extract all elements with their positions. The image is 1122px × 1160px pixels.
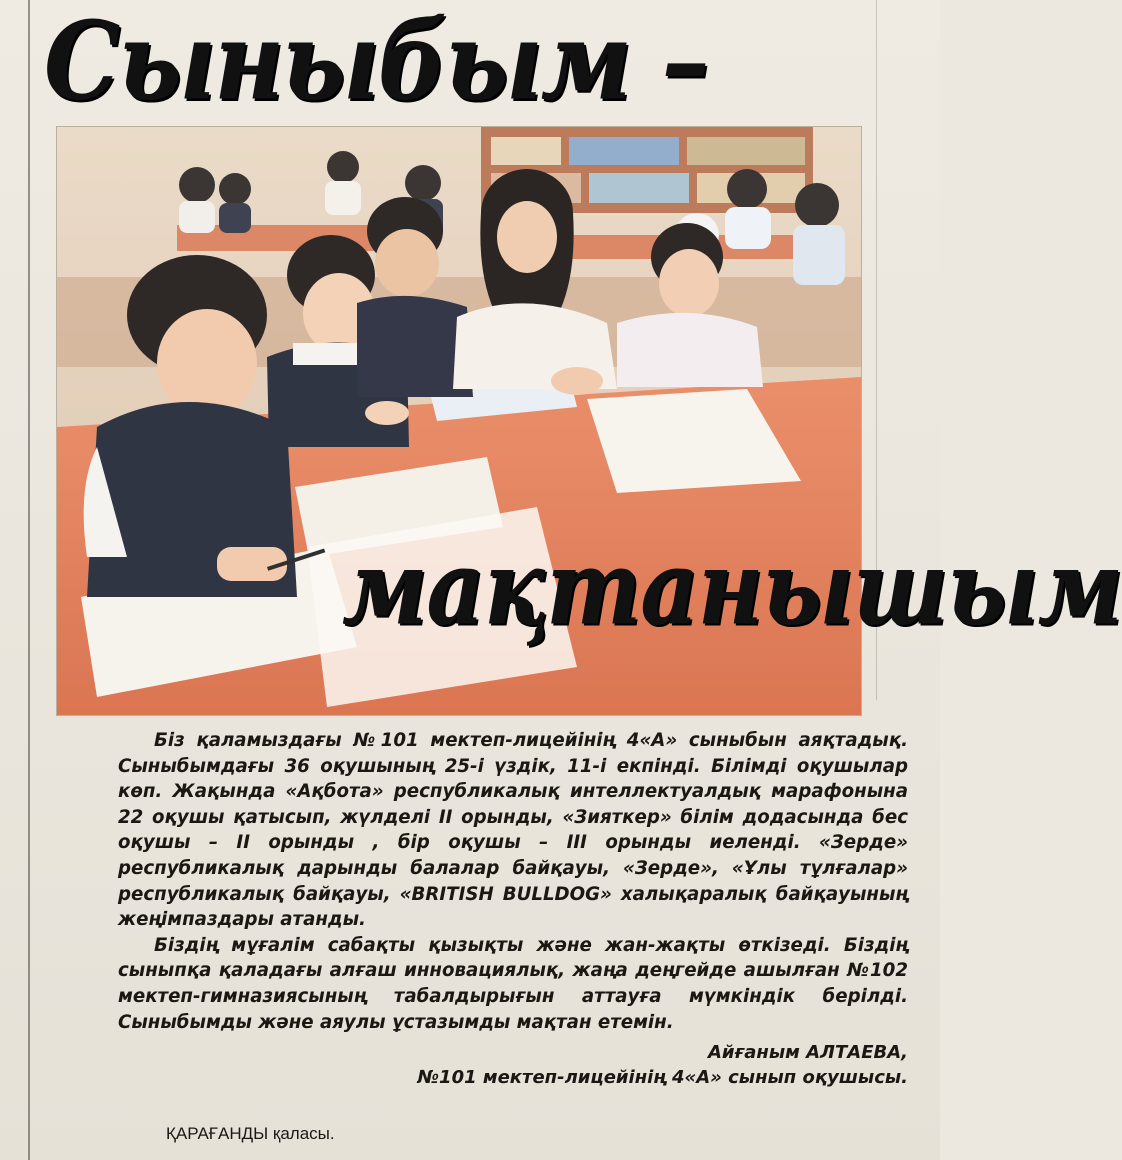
article-paragraph-1: Біз қаламыздағы №101 мектеп-лицейінің 4«А» сыныбын аяқтадық. Сыныбымдағы 36 оқушының 25-і үздік, 11-і екпінді. Білімді оқушылар көп. Жақында «Ақбота» республикалық интеллектуалдық марафонына 22 оқушы қатысып, жүлделі ІІ орынды, «Зияткер» білім додасында бес оқушы – ІІ орынды , бір оқушы – ІІІ орынды иеленді. «Зерде» республикалық дарынды балалар байқауы, «Зерде», «Ұлы тұлғалар» республикалық байқауы, «BRITISH BULLDOG» халықаралық байқауының жеңімпаздары атанды. <box>118 730 908 931</box>
author-role: №101 мектеп-лицейінің 4«А» сынып оқушысы. <box>417 1067 908 1088</box>
article-body <box>118 728 908 1035</box>
headline-line-1: Сыныбым – <box>44 0 708 125</box>
article-city: ҚАРАҒАНДЫ қаласы. <box>166 1124 335 1143</box>
column-rule-left <box>28 0 30 1160</box>
author-name: Айғаным АЛТАЕВА, <box>707 1042 908 1063</box>
headline-line-2: мақтанышым <box>342 526 1122 649</box>
article-signature <box>380 1040 908 1090</box>
article-paragraph-2: Біздің мұғалім сабақты қызықты және жан-жақты өткізеді. Біздің сыныпқа қаладағы алғаш инновациялық, жаңа деңгейде ашылған №102 мектеп-гимназиясының табалдырығын аттауға мүмкіндік берілді. Сыныбымды және аяулы ұстазымды мақтан етемін. <box>118 934 908 1033</box>
